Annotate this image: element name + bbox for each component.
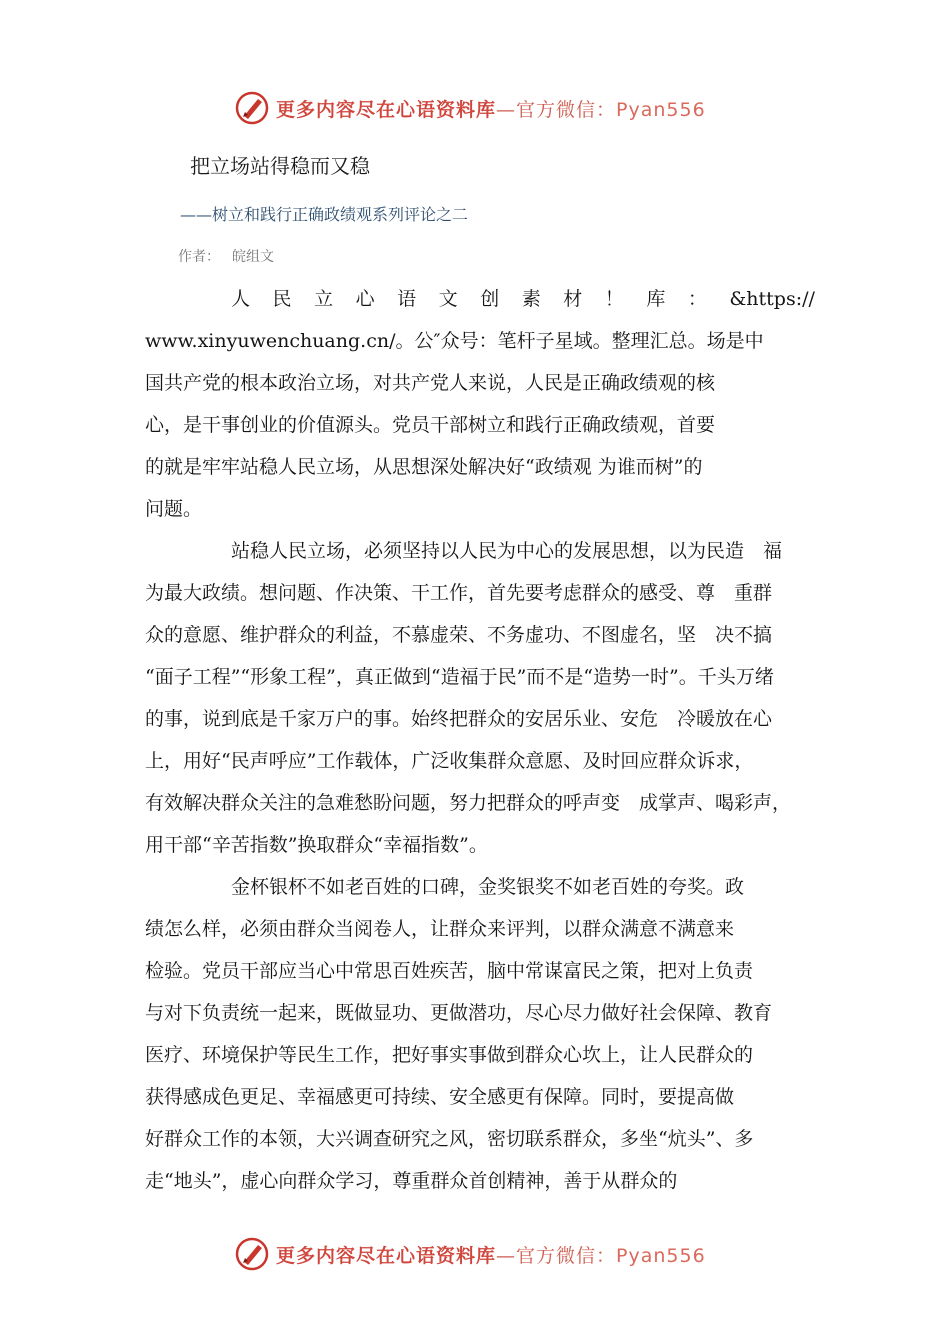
text-line: 众的意愿、维护群众的利益，不慕虚荣、不务虚功、不图虚名，坚 决不搞: [145, 624, 773, 646]
text-line: 站稳人民立场，必须坚持以人民为中心的发展思想，以为民造 福: [231, 540, 783, 562]
watermark-part2: —官方微信：: [496, 98, 617, 121]
watermark-part1: 更多内容尽在心语资料库: [276, 1244, 497, 1267]
char: 素: [521, 288, 541, 310]
char: 语: [397, 288, 417, 310]
char: 文: [438, 288, 458, 310]
char: 创: [480, 288, 500, 310]
char: 库: [646, 288, 666, 310]
text-line: 心，是干事创业的价值源头。党员干部树立和践行正确政绩观，首要: [145, 414, 716, 436]
char: 民: [272, 288, 292, 310]
article-title: 把立场站得稳而又稳: [190, 154, 370, 178]
author-line: [178, 246, 286, 266]
pen-logo-icon: [234, 90, 270, 126]
text-line: 问题。: [145, 498, 203, 520]
text-line: 的就是牢牢站稳人民立场，从思想深处解决好“政绩观 为谁而树”的: [145, 456, 703, 478]
article-subtitle: ——树立和践行正确政绩观系列评论之二: [180, 205, 469, 224]
text-line: 国共产党的根本政治立场，对共产党人来说，人民是正确政绩观的核: [145, 372, 716, 394]
text-line: 上，用好“民声呼应”工作载体，广泛收集群众意愿、及时回应群众诉求，: [145, 750, 754, 772]
watermark-banner-top: [234, 86, 754, 130]
char: 立: [314, 288, 334, 310]
watermark-part3: Pyan556: [616, 98, 706, 121]
watermark-part1: 更多内容尽在心语资料库: [276, 98, 497, 121]
text-line: 走“地头”，虚心向群众学习，尊重群众首创精神，善于从群众的: [145, 1170, 678, 1192]
author-label: 作者：: [178, 249, 220, 265]
watermark-part2: —官方微信：: [496, 1244, 617, 1267]
text-line: 的事，说到底是千家万户的事。始终把群众的安居乐业、安危 冷暖放在心: [145, 708, 773, 730]
text-line: 好群众工作的本领，大兴调查研究之风，密切联系群众，多坐“炕头”、多: [145, 1128, 754, 1150]
article-body: [145, 278, 815, 1202]
text-line: 与对下负责统一起来，既做显功、更做潜功，尽心尽力做好社会保障、教育: [145, 1002, 773, 1024]
text-line: 绩怎么样，必须由群众当阅卷人，让群众来评判，以群众满意不满意来: [145, 918, 735, 940]
text-line: 为最大政绩。想问题、作决策、干工作，首先要考虑群众的感受、尊 重群: [145, 582, 773, 604]
watermark-text: [276, 95, 706, 122]
author-name: 皖组文: [232, 249, 274, 265]
text-line: 检验。党员干部应当心中常思百姓疾苦，脑中常谋富民之策，把对上负责: [145, 960, 754, 982]
char: 心: [355, 288, 375, 310]
text-line: www.xinyuwenchuang.cn/。公″众号：笔杆子星域。整理汇总。场是中: [145, 330, 764, 352]
text-line: “面子工程”“形象工程”，真正做到“造福于民”而不是“造势一时”。千头万绪: [145, 666, 774, 688]
char: ！: [604, 288, 624, 310]
char: &https://: [729, 288, 815, 310]
watermark-part3: Pyan556: [616, 1244, 706, 1267]
paragraph-1-first-line: [145, 278, 815, 320]
text-line: 有效解决群众关注的急难愁盼问题，努力把群众的呼声变 成掌声、喝彩声，: [145, 792, 792, 814]
watermark-banner-bottom: [234, 1232, 754, 1276]
char: ：: [687, 288, 707, 310]
watermark-text: [276, 1241, 706, 1268]
text-line: 用干部“辛苦指数”换取群众“幸福指数”。: [145, 834, 488, 856]
char: 材: [563, 288, 583, 310]
pen-logo-icon: [234, 1236, 270, 1272]
text-line: 金杯银杯不如老百姓的口碑，金奖银奖不如老百姓的夸奖。政: [231, 876, 745, 898]
text-line: 获得感成色更足、幸福感更可持续、安全感更有保障。同时，要提高做: [145, 1086, 735, 1108]
text-line: 医疗、环境保护等民生工作，把好事实事做到群众心坎上，让人民群众的: [145, 1044, 754, 1066]
char: 人: [231, 288, 251, 310]
